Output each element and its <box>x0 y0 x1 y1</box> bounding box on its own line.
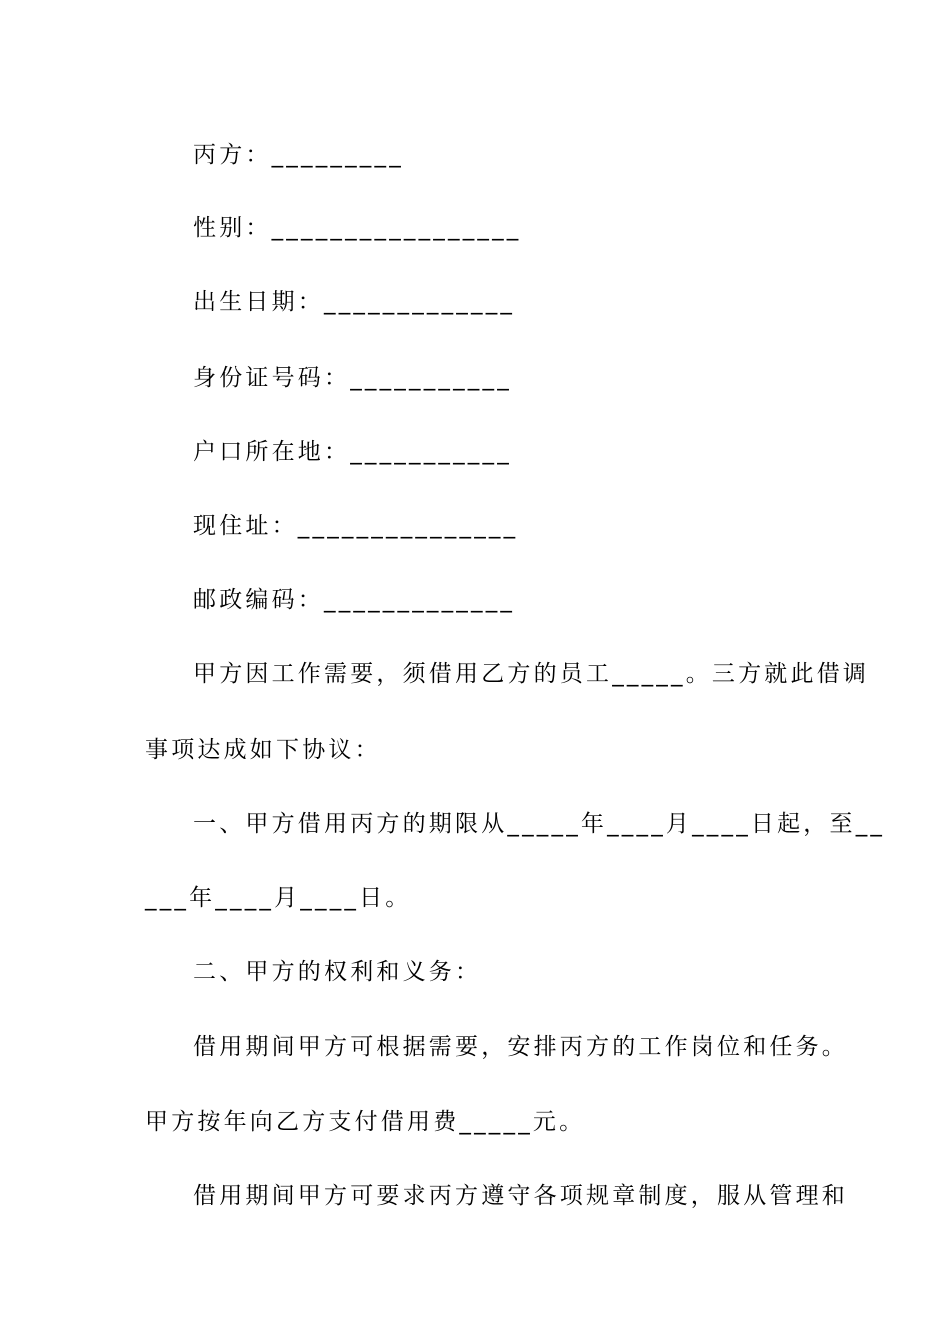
paragraph-intro-line-1: 甲方因工作需要，须借用乙方的员工_____。三方就此借调 <box>193 661 870 687</box>
field-gender: 性别：_________________ <box>193 215 522 241</box>
clause-1-line-2: ___年____月____日。 <box>145 885 412 911</box>
field-birth-date: 出生日期：_____________ <box>193 289 516 315</box>
clause-2-paragraph-1-line-2: 甲方按年向乙方支付借用费_____元。 <box>145 1109 586 1135</box>
field-current-address: 现住址：_______________ <box>193 513 519 539</box>
field-postal-code: 邮政编码：_____________ <box>193 587 516 613</box>
clause-1-line-1: 一、甲方借用丙方的期限从_____年____月____日起，至__ <box>193 811 886 837</box>
clause-2-paragraph-2-line-1: 借用期间甲方可要求丙方遵守各项规章制度，服从管理和 <box>193 1183 848 1209</box>
field-household-location: 户口所在地：___________ <box>193 439 512 465</box>
clause-2-heading: 二、甲方的权利和义务： <box>193 959 482 985</box>
field-party-c: 丙方：_________ <box>193 142 404 168</box>
field-id-number: 身份证号码：___________ <box>193 365 512 391</box>
paragraph-intro-line-2: 事项达成如下协议： <box>145 737 381 763</box>
clause-2-paragraph-1-line-1: 借用期间甲方可根据需要，安排丙方的工作岗位和任务。 <box>193 1034 848 1060</box>
